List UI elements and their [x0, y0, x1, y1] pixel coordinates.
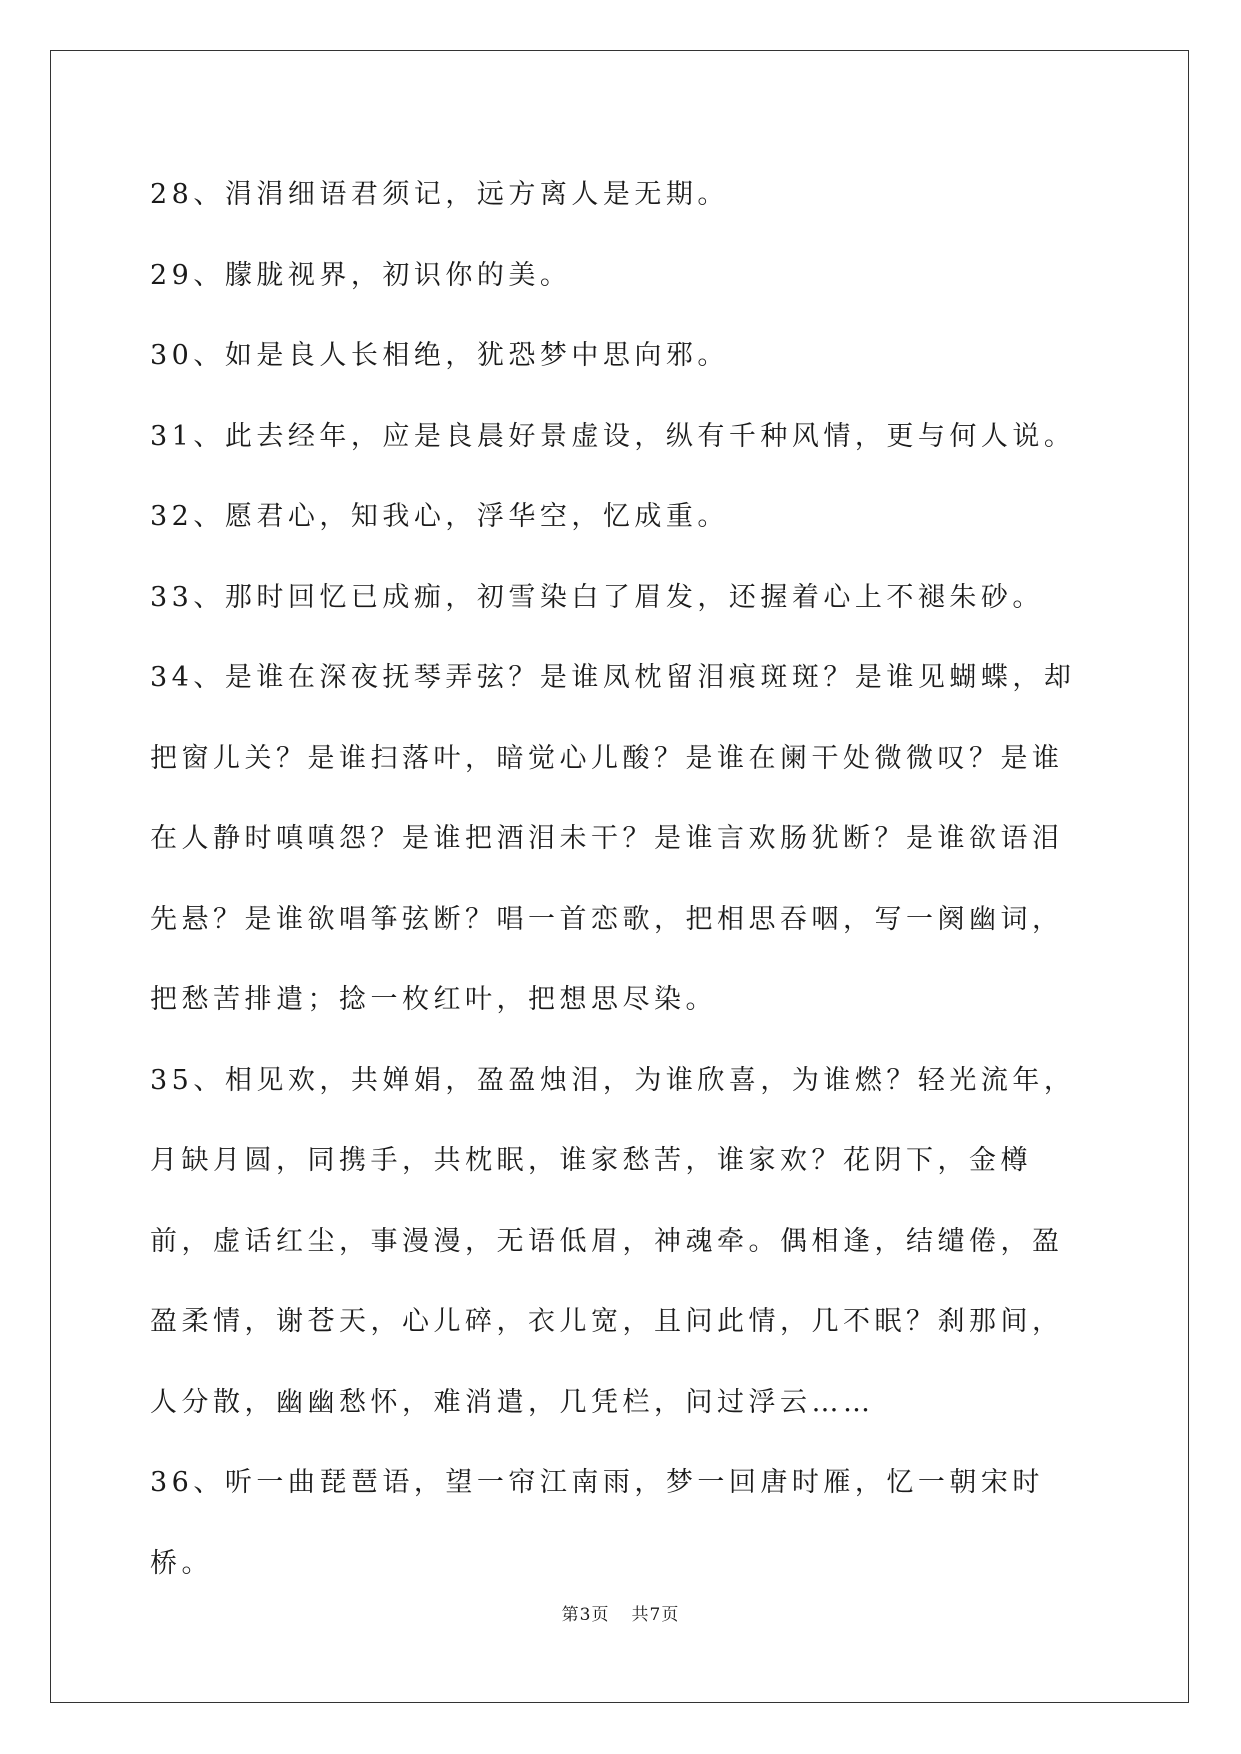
paragraph-31: 31、此去经年，应是良晨好景虚设，纵有千种风情，更与何人说。 — [150, 420, 1076, 452]
total-pages: 共7页 — [631, 1605, 680, 1625]
paragraph-32: 32、愿君心，知我心，浮华空，忆成重。 — [150, 501, 729, 532]
paragraph-33: 33、那时回忆已成痂，初雪染白了眉发，还握着心上不褪朱砂。 — [150, 581, 1044, 613]
paragraph-29: 29、朦胧视界，初识你的美。 — [150, 259, 572, 291]
paragraph-28: 28、涓涓细语君须记，远方离人是无期。 — [150, 179, 729, 210]
document-body — [150, 155, 1090, 1604]
paragraph-34: 34、是谁在深夜抚琴弄弦？是谁凤枕留泪痕斑斑？是谁见蝴蝶，却把窗儿关？是谁扫落叶，暗觉心儿酸？是谁在阑干处微微叹？是谁在人静时嗔嗔怨？是谁把酒泪未干？是谁言欢肠犹断？是谁欲语泪先悬？是谁欲唱筝弦断？唱一首恋歌，把相思吞咽，写一阕幽词，把愁苦排遣；捻一枚红叶，把想思尽染。 — [150, 662, 1076, 1015]
paragraph-36: 36、听一曲琵琶语，望一帘江南雨，梦一回唐时雁，忆一朝宋时桥。 — [150, 1467, 1044, 1579]
page-number: 第3页 — [561, 1605, 610, 1625]
paragraph-35: 35、相见欢，共婵娟，盈盈烛泪，为谁欣喜，为谁燃？轻光流年，月缺月圆，同携手，共枕眠，谁家愁苦，谁家欢？花阴下，金樽前，虚话红尘，事漫漫，无语低眉，神魂牵。偶相逢，结缱倦，盈盈柔情，谢苍天，心儿碎，衣儿宽，且问此情，几不眠？刹那间，人分散，幽幽愁怀，难消遣，几凭栏，问过浮云…… — [150, 1064, 1076, 1418]
page-footer — [0, 1600, 1241, 1625]
paragraph-30: 30、如是良人长相绝，犹恐梦中思向邪。 — [150, 340, 729, 371]
